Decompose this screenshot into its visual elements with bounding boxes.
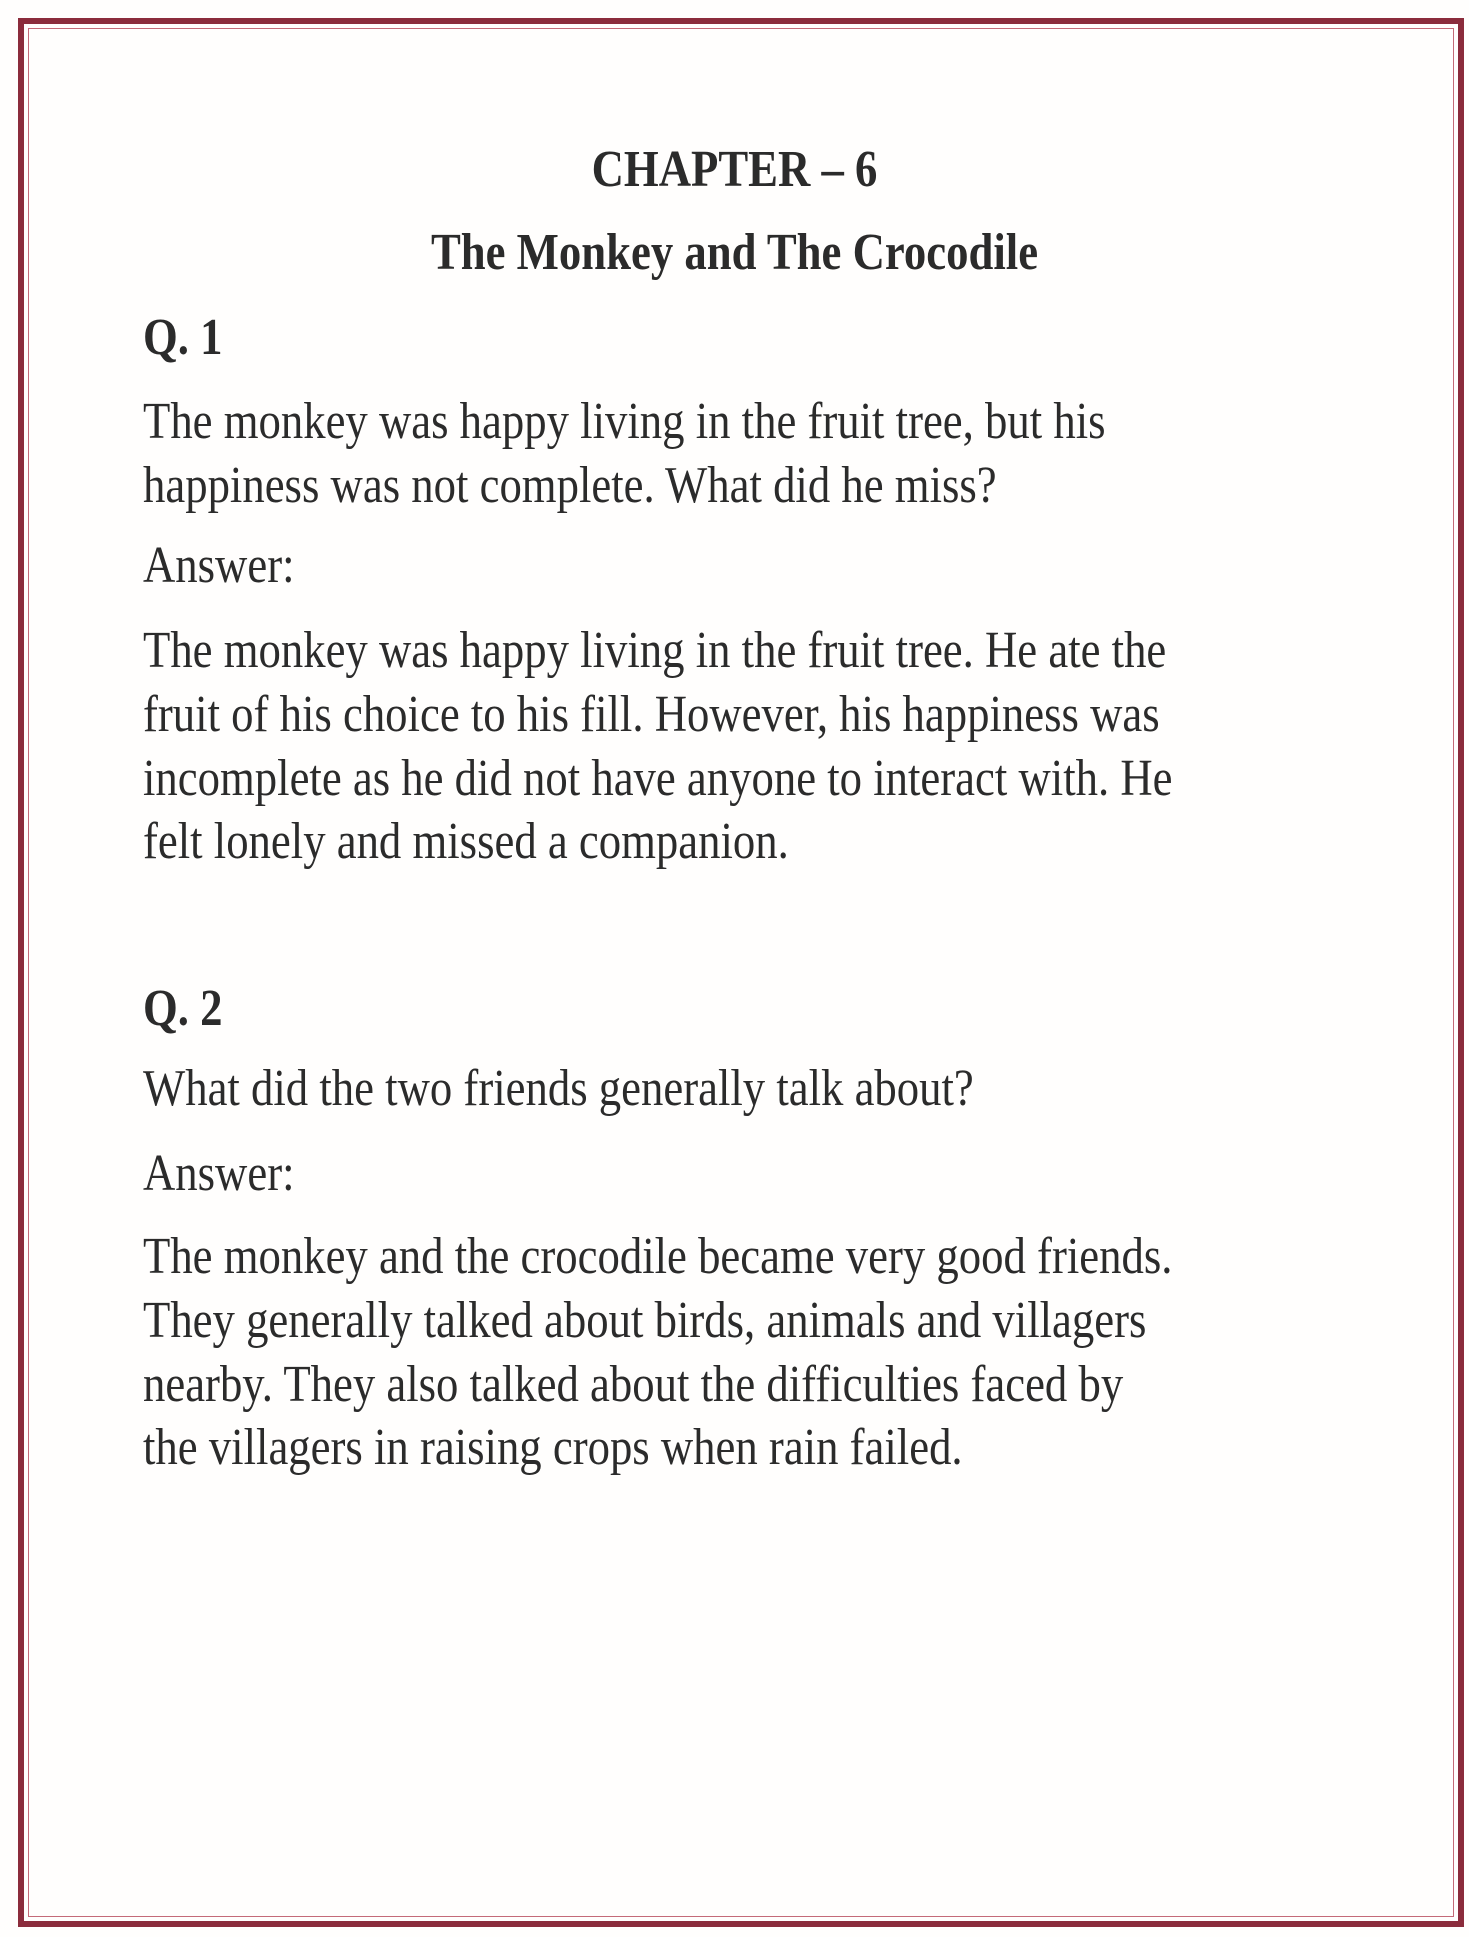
answer-2-text: nearby. They also talked about the difficulties faced by: [143, 1356, 1124, 1413]
chapter-title: The Monkey and The Crocodile: [430, 224, 1039, 281]
question-2-label: Q. 2: [143, 980, 223, 1037]
answer-1-text: incomplete as he did not have anyone to interact with. He: [143, 750, 1173, 807]
answer-2-text: the villagers in raising crops when rain failed.: [143, 1419, 963, 1476]
answer-2-label: Answer:: [143, 1145, 295, 1202]
question-1-text: happiness was not complete. What did he miss?: [143, 457, 997, 514]
question-1-text: The monkey was happy living in the fruit tree, but his: [143, 393, 1106, 450]
answer-1-text: felt lonely and missed a companion.: [143, 813, 789, 870]
answer-2-text: The monkey and the crocodile became very good friends.: [143, 1228, 1173, 1285]
answer-2-text: They generally talked about birds, animals and villagers: [143, 1292, 1147, 1349]
page-border-inner: [28, 28, 1454, 1917]
answer-1-label: Answer:: [143, 537, 295, 594]
question-2-text: What did the two friends generally talk about?: [143, 1060, 974, 1117]
answer-1-text: The monkey was happy living in the fruit tree. He ate the: [143, 622, 1167, 679]
answer-1-text: fruit of his choice to his fill. However, his happiness was: [143, 686, 1160, 743]
question-1-label: Q. 1: [143, 309, 223, 366]
chapter-heading: CHAPTER – 6: [591, 141, 878, 198]
